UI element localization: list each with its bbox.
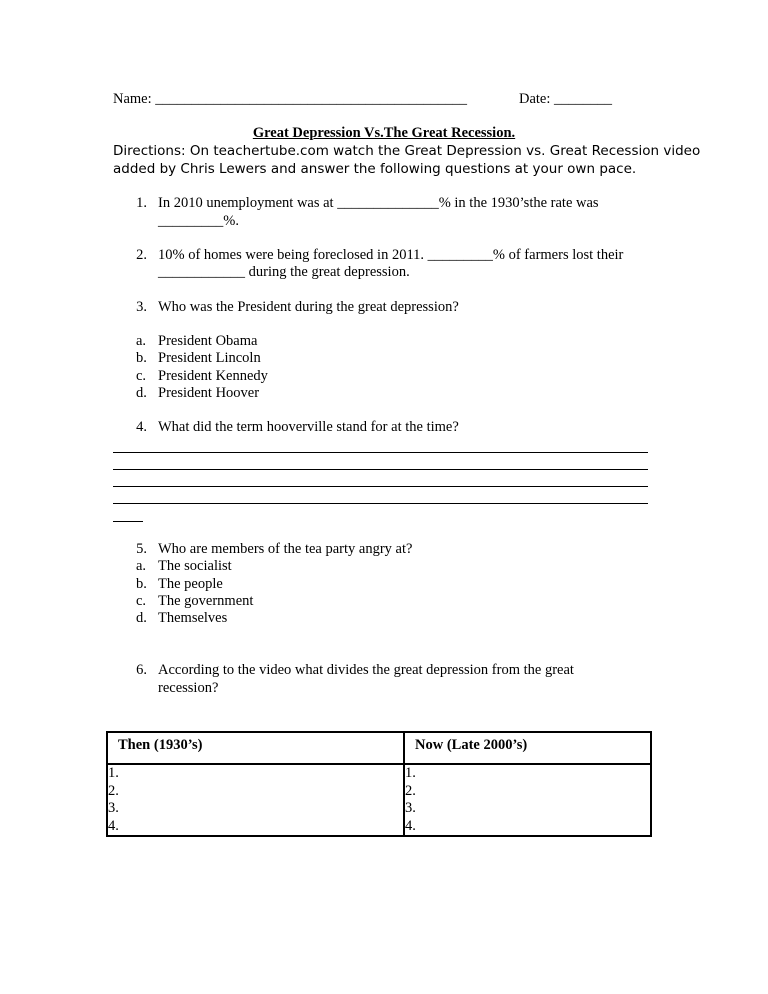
q3-option-letter: d. [136,385,147,401]
q5-option-letter: c. [136,593,147,609]
q3-option-letter: c. [136,368,147,384]
question-3-number: 3. [136,299,147,315]
table-header-now [404,732,651,764]
question-3-text: Who was the President during the great depression? [158,299,459,315]
question-4-text: What did the term hooverville stand for at the time? [158,419,459,435]
table-header-then [107,732,404,764]
q5-option-letter: a. [136,558,147,574]
answer-line-end[interactable] [113,521,143,522]
name-field-label[interactable]: Name: ___________________________________________ [113,91,468,107]
question-5-text: Who are members of the tea party angry at? [158,541,413,557]
q3-option-b[interactable]: President Lincoln [158,350,261,366]
question-1-text: In 2010 unemployment was at ______________% in the 1930’sthe rate was [158,195,599,211]
table-row-number: 4. [405,817,416,834]
table-row-number: 4. [108,817,119,834]
question-2-text: 10% of homes were being foreclosed in 2011. _________% of farmers lost their [158,247,624,263]
question-2-number: 2. [136,247,147,263]
q5-option-letter: b. [136,576,147,592]
question-5-number: 5. [136,541,147,557]
table-row-number: 1. [108,765,119,781]
q3-option-letter: a. [136,333,147,349]
answer-line[interactable] [113,486,648,487]
table-row-number: 3. [405,800,416,816]
q3-option-letter: b. [136,350,147,366]
table-cell-then[interactable] [107,764,404,836]
table-header-then-label: Then (1930’s) [118,737,203,753]
table-row-number: 3. [108,800,119,816]
question-6-text-cont: recession? [158,680,219,696]
table-cell-now[interactable] [404,764,651,836]
q3-option-c[interactable]: President Kennedy [158,368,268,384]
worksheet-title: Great Depression Vs.The Great Recession. [252,125,516,141]
q5-option-b[interactable]: The people [158,576,223,592]
then-now-table [106,731,652,837]
table-header-now-label: Now (Late 2000’s) [415,737,528,753]
date-field-label[interactable]: Date: ________ [519,91,613,107]
question-2-text-cont: ____________ during the great depression. [158,264,410,280]
q5-option-d[interactable]: Themselves [158,610,228,626]
q3-option-a[interactable]: President Obama [158,333,258,349]
q5-option-letter: d. [136,610,147,626]
q5-option-a[interactable]: The socialist [158,558,232,574]
directions-line-1: Directions: On teachertube.com watch the Great Depression vs. Great Recession video [113,143,701,159]
question-6-text: According to the video what divides the great depression from the great [158,662,574,678]
answer-line[interactable] [113,452,648,453]
question-1-number: 1. [136,195,147,211]
q5-option-c[interactable]: The government [158,593,254,609]
table-row-number: 2. [405,782,416,799]
question-4-number: 4. [136,419,147,435]
table-row-number: 1. [405,765,416,781]
directions-line-2: added by Chris Lewers and answer the following questions at your own pace. [113,161,637,177]
question-6-number: 6. [136,662,147,678]
question-1-text-cont: _________%. [158,213,239,229]
answer-line[interactable] [113,503,648,504]
q3-option-d[interactable]: President Hoover [158,385,260,401]
table-row-number: 2. [108,782,119,799]
answer-line[interactable] [113,469,648,470]
